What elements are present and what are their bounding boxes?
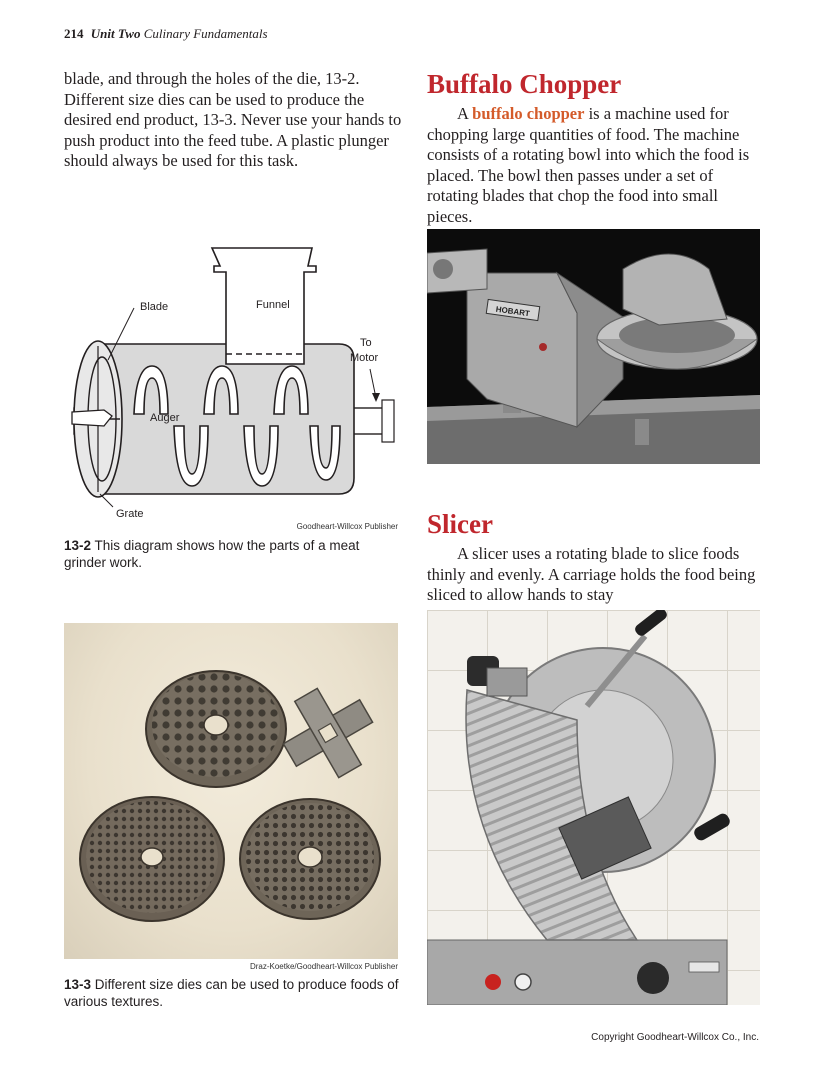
figure-number: 13-2 [64, 538, 92, 553]
paragraph-text: is a machine used for chopping large quantities of food. The machine consists of a rotating bowl into which the food is placed. The bowl then passes under a set of rotating blades that chop the food into small pieces. [427, 104, 750, 226]
paragraph-intro: A [457, 104, 469, 123]
caption-text: Different size dies can be used to produce foods of various textures. [64, 977, 399, 1009]
meat-grinder-diagram [64, 236, 404, 528]
caption-13-2 [64, 537, 404, 571]
credit-13-2: Goodheart-Willcox Publisher [296, 522, 398, 531]
left-paragraph: blade, and through the holes of the die, 13-2. Different size dies can be used to produce the desired end product, 13-3. Never use your hands to push product into the feed tube. A plastic plunger should always be used for this task. [64, 69, 402, 170]
label-motor: Motor [350, 352, 379, 364]
section-heading: Buffalo Chopper [427, 69, 622, 99]
label-grate: Grate [116, 508, 144, 520]
label-auger: Auger [150, 412, 180, 424]
section-paragraph [427, 104, 765, 227]
label-to: To [360, 337, 372, 349]
caption-13-3 [64, 976, 404, 1010]
blade [72, 410, 112, 426]
unit-label: Unit Two [90, 26, 141, 41]
label-blade: Blade [140, 301, 169, 313]
key-term: buffalo chopper [472, 104, 585, 123]
credit-13-3: Draz-Koetke/Goodheart-Willcox Publisher [249, 962, 398, 971]
slicer-base [427, 940, 727, 1005]
page-number: 214 [64, 26, 84, 41]
caption-text: This diagram shows how the parts of a meat grinder work. [64, 538, 360, 570]
copyright-notice: Copyright Goodheart-Willcox Co., Inc. [591, 1032, 759, 1043]
buffalo-chopper-section [427, 68, 765, 227]
buffalo-chopper-photo [427, 229, 760, 464]
label-funnel: Funnel [256, 299, 290, 311]
figure-number: 13-3 [64, 977, 92, 992]
dies-photo [64, 623, 398, 959]
section-paragraph: A slicer uses a rotating blade to slice foods thinly and evenly. A carriage holds the food being sliced to allow hands to stay [427, 544, 756, 604]
section-heading: Slicer [427, 509, 493, 539]
slicer-section [427, 508, 765, 606]
running-head [64, 26, 268, 42]
unit-title: Culinary Fundamentals [143, 26, 268, 41]
brand-name: HOBART [495, 304, 531, 319]
slicer-photo [427, 610, 760, 1005]
